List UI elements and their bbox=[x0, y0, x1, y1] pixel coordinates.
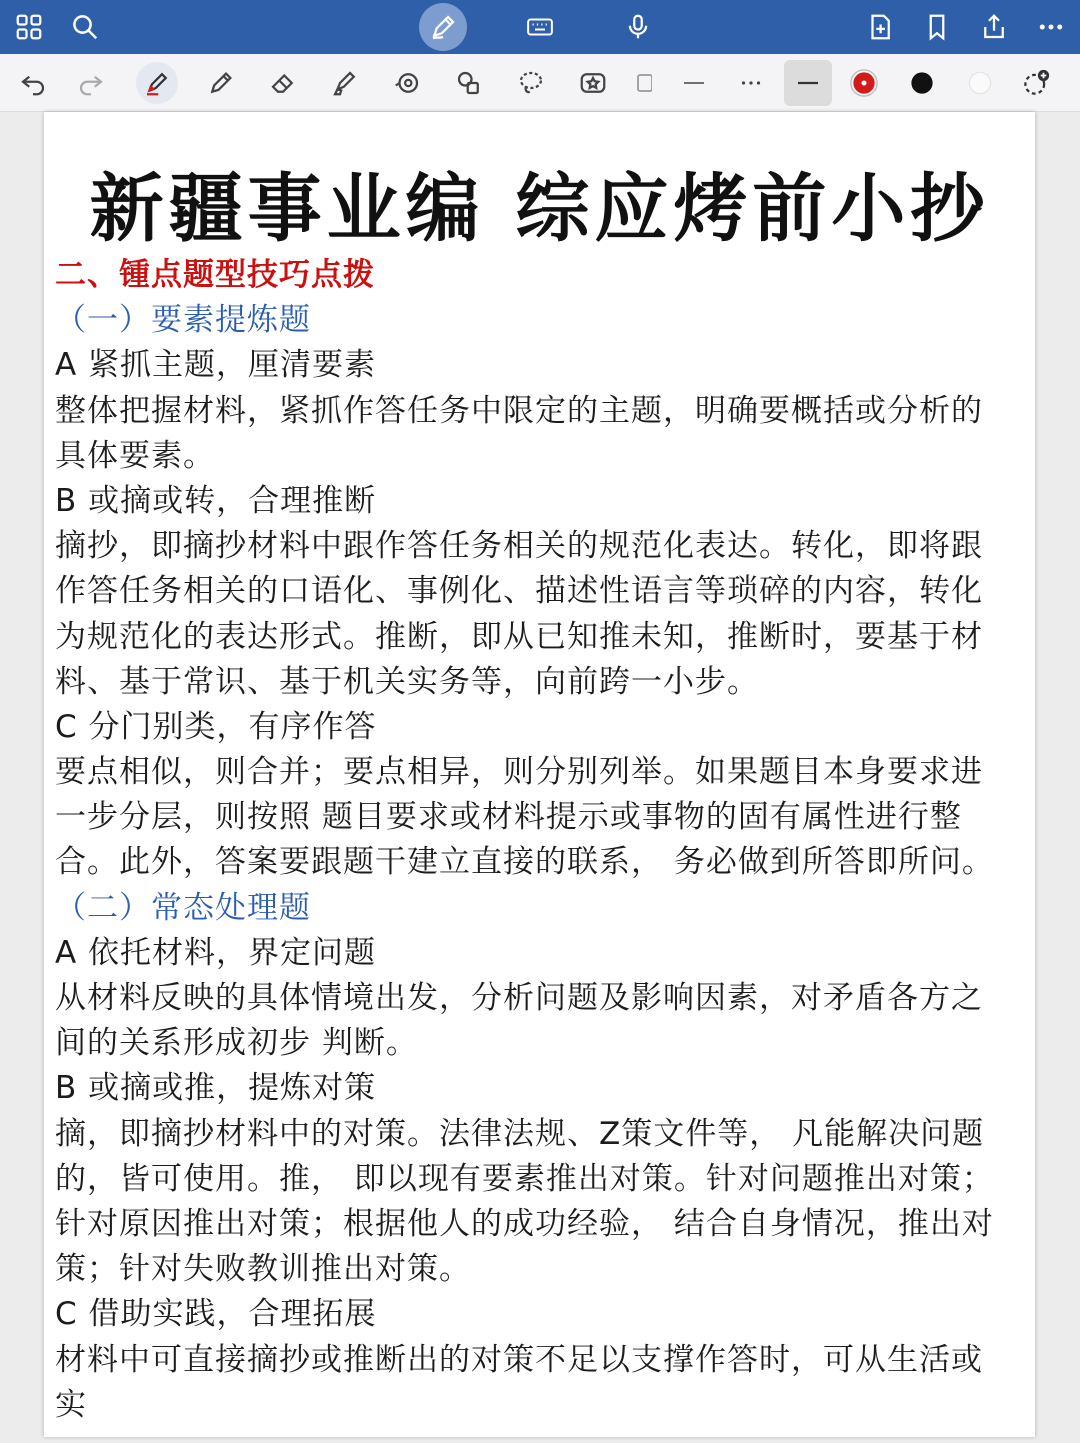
pencil-icon[interactable] bbox=[200, 62, 242, 104]
add-color-icon[interactable] bbox=[1015, 62, 1057, 104]
lasso-icon[interactable] bbox=[510, 62, 552, 104]
text-line: 实 bbox=[55, 1386, 87, 1423]
subsection-heading: （一）要素提炼题 bbox=[55, 302, 311, 339]
text-line: 间的关系形成初步 判断。 bbox=[55, 1025, 418, 1062]
top-app-bar bbox=[0, 0, 1080, 54]
keyboard-icon[interactable] bbox=[519, 6, 561, 48]
section-heading: 二、锺点题型技巧点拨 bbox=[55, 257, 375, 293]
note-page[interactable] bbox=[44, 112, 1035, 1437]
shapes-icon[interactable] bbox=[448, 62, 490, 104]
pen-icon[interactable] bbox=[136, 62, 178, 104]
text-line: 材料中可直接摘抄或推断出的对策不足以支撑作答时，可从生活或 bbox=[55, 1341, 983, 1378]
text-line: 作答任务相关的口语化、事例化、描述性语言等琐碎的内容，转化 bbox=[55, 573, 983, 610]
text-line: B 或摘或转，合理推断 bbox=[55, 482, 377, 519]
shape-icon[interactable] bbox=[386, 62, 428, 104]
text-line: 具体要素。 bbox=[55, 437, 215, 474]
text-line: 整体把握材料，紧抓作答任务中限定的主题，明确要概括或分析的 bbox=[55, 392, 983, 429]
text-line: 合。此外，答案要跟题干建立直接的联系， 务必做到所答即所问。 bbox=[55, 844, 994, 881]
text-line: 策；针对失败教训推出对策。 bbox=[55, 1251, 471, 1288]
page-title: 新疆事业编 综应烤前小抄 bbox=[89, 166, 990, 252]
text-line: A 紧抓主题，厘清要素 bbox=[55, 347, 377, 384]
text-line: C 分门别类，有序作答 bbox=[55, 708, 377, 745]
sticker-icon[interactable] bbox=[572, 62, 614, 104]
bookmark-icon[interactable] bbox=[916, 6, 958, 48]
eraser-icon[interactable] bbox=[262, 62, 304, 104]
text-line: 从材料反映的具体情境出发，分析问题及影响因素，对矛盾各方之 bbox=[55, 980, 983, 1016]
text-line: 料、基于常识、基于机关实务等，向前跨一小步。 bbox=[55, 663, 759, 700]
text-line: 摘抄，即摘抄材料中跟作答任务相关的规范化表达。转化，即将跟 bbox=[55, 528, 983, 565]
pen-mode-icon[interactable] bbox=[419, 3, 467, 51]
text-line: 摘，即摘抄材料中的对策。法律法规、Z策文件等， 凡能解决问题 bbox=[55, 1115, 985, 1152]
microphone-icon[interactable] bbox=[617, 6, 659, 48]
highlighter-icon[interactable] bbox=[324, 62, 366, 104]
redo-icon[interactable] bbox=[70, 62, 112, 104]
add-page-icon[interactable] bbox=[859, 6, 901, 48]
share-icon[interactable] bbox=[973, 6, 1015, 48]
text-line: C 借助实践，合理拓展 bbox=[55, 1296, 377, 1333]
medium-line-icon[interactable] bbox=[784, 60, 832, 106]
dotted-line-icon[interactable] bbox=[730, 62, 772, 104]
grid-icon[interactable] bbox=[8, 6, 50, 48]
text-line: A 依托材料，界定问题 bbox=[55, 934, 377, 971]
text-line: 为规范化的表达形式。推断，即从已知推未知，推断时，要基于材 bbox=[55, 618, 983, 655]
text-line: 的，皆可使用。推， 即以现有要素推出对策。针对问题推出对策； bbox=[55, 1160, 994, 1197]
color-white[interactable] bbox=[959, 62, 1001, 104]
text-line: 一步分层，则按照 题目要求或材料提示或事物的固有属性进行整 bbox=[55, 799, 962, 836]
subsection-heading: （二）常态处理题 bbox=[55, 889, 311, 926]
text-icon[interactable] bbox=[628, 62, 652, 104]
search-icon[interactable] bbox=[64, 6, 106, 48]
undo-icon[interactable] bbox=[12, 62, 54, 104]
text-line: 要点相似，则合并；要点相异，则分别列举。如果题目本身要求进 bbox=[55, 754, 983, 791]
drawing-toolbar bbox=[0, 54, 1080, 112]
thin-line-icon[interactable] bbox=[673, 62, 715, 104]
text-line: B 或摘或推，提炼对策 bbox=[55, 1070, 377, 1107]
color-black[interactable] bbox=[901, 62, 943, 104]
note-body bbox=[55, 253, 1030, 1428]
color-red[interactable] bbox=[843, 62, 885, 104]
more-icon[interactable] bbox=[1030, 6, 1072, 48]
text-line: 针对原因推出对策；根据他人的成功经验， 结合自身情况，推出对 bbox=[55, 1205, 994, 1242]
